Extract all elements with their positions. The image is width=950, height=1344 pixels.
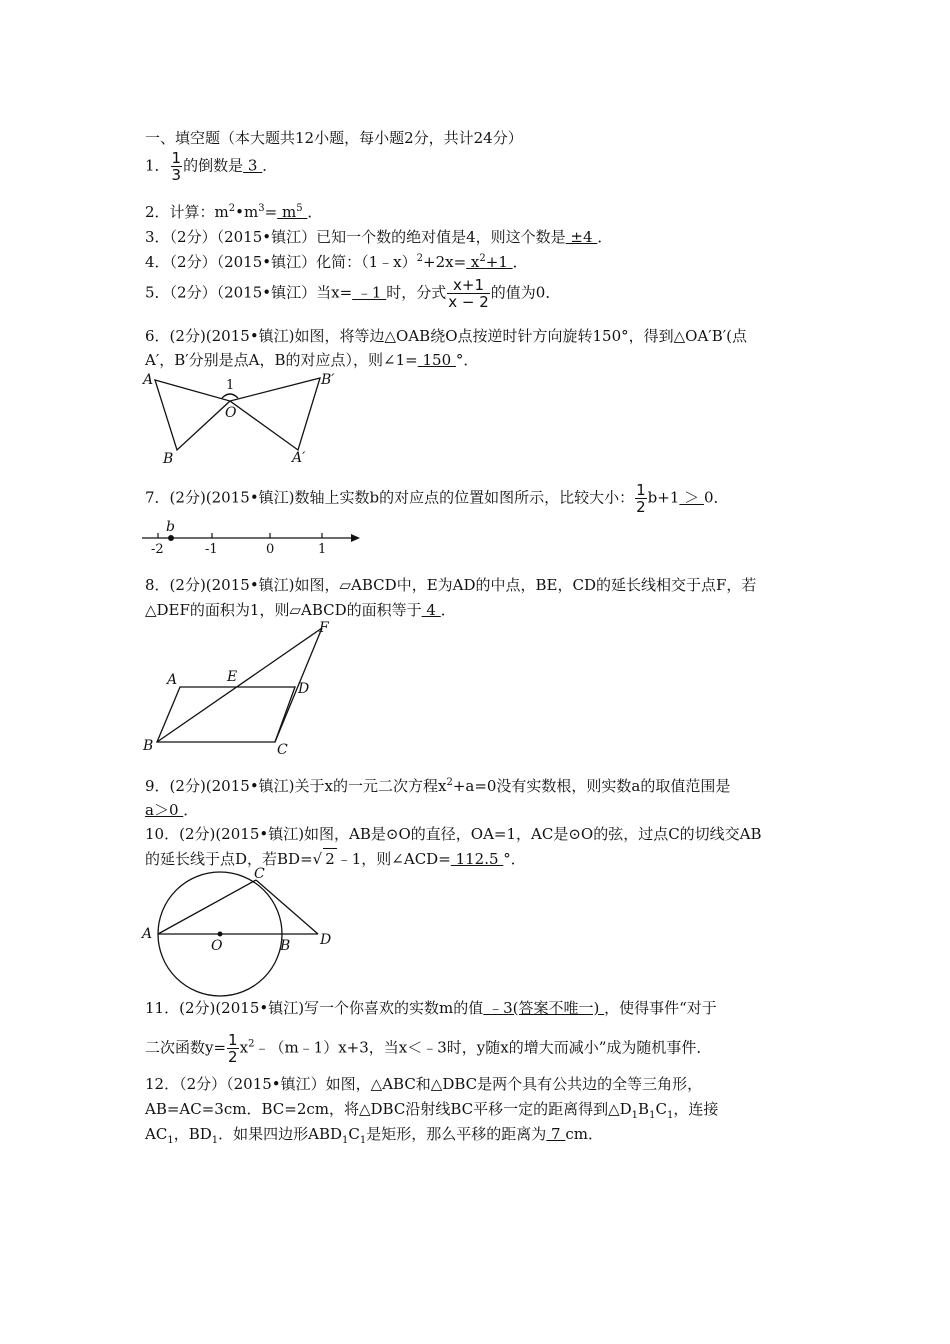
answer: ﹣1 [352,283,387,302]
label-b: b [166,519,175,535]
triangle-oab [155,380,230,450]
tick-label: -2 [151,542,164,557]
label-a: A [142,926,153,942]
figure-circle-tangent [140,866,350,996]
label-d: D [298,681,310,697]
answer: 7 [546,1125,566,1143]
question-6-line1: 6．(2分)(2015•镇江)如图，将等边△OAB绕O点按逆时针方向旋转150°，得到△OA′B′(点 [145,327,747,345]
answer: $x^2+1$ [466,253,513,271]
chord-ac [158,880,256,934]
figure-number-line [140,520,365,560]
question-1: 1． $\frac{1}{3}$ 的倒数是 3 ． [145,149,278,184]
tick-label: 0 [266,542,275,557]
center-point [218,932,223,937]
question-7: 7．(2分)(2015•镇江)数轴上实数b的对应点的位置如图所示，比较大小： $\frac{1}{2}$ b+1 ＞ 0． [145,481,729,516]
answer: $m^5$ [277,203,303,221]
question-5: 5．（2分）（2015•镇江）当x= ﹣1 时，分式 $\frac{x+1}{x - 2}$ 的值为0． [145,276,561,311]
answer: ±4 [565,228,598,246]
question-2: 2．计算：$m^2•m^3= m^5$ ． [145,203,323,221]
question-6-line2: A′，B′分别是点A，B的对应点），则∠1= 150 °． [145,351,479,369]
triangle-oa2b2 [230,378,320,450]
fraction: $\frac{1}{2}$ [228,1031,238,1066]
answer: 4 [421,601,441,619]
answer: ﹣3(答案不唯一) [483,999,605,1017]
question-12-line3: $AC_1$，$BD_1$．如果四边形$ABD_1C_1$是矩形，那么平移的距离为 7 cm． [145,1125,603,1146]
sqrt-sign: √ [312,850,323,868]
tick-label: -1 [205,542,218,557]
section-header: 一、填空题（本大题共12小题，每小题2分，共计24分） [145,129,523,147]
label-f: F [319,620,329,636]
fraction: $\frac{1}{3}$ [171,149,182,184]
question-8-line2: △DEF的面积为1，则▱ABCD的面积等于 4 ． [145,601,456,619]
label-angle-1: 1 [226,378,235,393]
answer: 150 [417,351,456,369]
answer: 112.5 [450,850,504,868]
label-c: C [277,742,288,758]
figure-rotated-triangles [140,370,340,470]
question-11-line2: 二次函数y= $\frac{1}{2}$ $x^2﹣(m﹣1)x+3$，当x＜﹣3时，y随x的增大而减小”成为随机事件． [145,1031,712,1066]
arrow-head [351,534,360,542]
question-9-line2: a＞0 ． [145,801,199,819]
label-b: B [280,938,291,954]
fraction: $\frac{x+1}{x - 2}$ [448,276,489,311]
label-c: C [254,866,265,882]
figure-parallelogram [140,620,340,760]
tangent-cd [256,880,318,934]
label-b-prime: B′ [321,372,335,388]
question-3: 3．（2分）（2015•镇江）已知一个数的绝对值是4，则这个数是 ±4 ． [145,228,613,246]
answer: a＞0 [145,801,184,819]
point-b [168,535,174,541]
question-4: 4．（2分）（2015•镇江）化简：（1﹣x）$^2$+2x= $x^2+1$ ． [145,253,528,271]
question-8-line1: 8．(2分)(2015•镇江)如图，▱ABCD中，E为AD的中点，BE，CD的延长线相交于点F，若 [145,576,757,594]
angle-arc [222,394,238,398]
label-a-prime: A′ [292,450,306,466]
label-d: D [320,932,332,948]
label-b: B [163,451,174,467]
label-b: B [143,738,154,754]
parallelogram-abcd [157,687,295,742]
label-e: E [227,669,238,685]
label-o: O [211,938,223,954]
answer: 3 [243,156,263,175]
answer: ＞ [679,488,704,507]
question-12-line1: 12．（2分）（2015•镇江）如图，△ABC和△DBC是两个具有公共边的全等三角形， [145,1075,703,1093]
question-9-line1: 9．(2分)(2015•镇江)关于x的一元二次方程$x^2+a=0$没有实数根，则实数a的取值范围是 [145,777,731,795]
question-10-line1: 10．(2分)(2015•镇江)如图，AB是⊙O的直径，OA=1，AC是⊙O的弦，过点C的切线交AB [145,825,762,843]
label-o: O [225,405,237,421]
label-a: A [143,372,154,388]
question-10-line2: 的延长线于点D，若BD=√ 2 ﹣1，则∠ACD= 112.5 °． [145,850,526,868]
fraction: $\frac{1}{2}$ [636,481,646,516]
tick-label: 1 [318,542,327,557]
label-a: A [167,672,178,688]
question-12-line2: AB=AC=3cm．BC=2cm，将△DBC沿射线BC平移一定的距离得到$\triangle D_1B_1C_1$，连接 [145,1100,719,1121]
question-11-line1: 11．(2分)(2015•镇江)写一个你喜欢的实数m的值 ﹣3(答案不唯一) ，使得事件“对于 [145,999,717,1017]
